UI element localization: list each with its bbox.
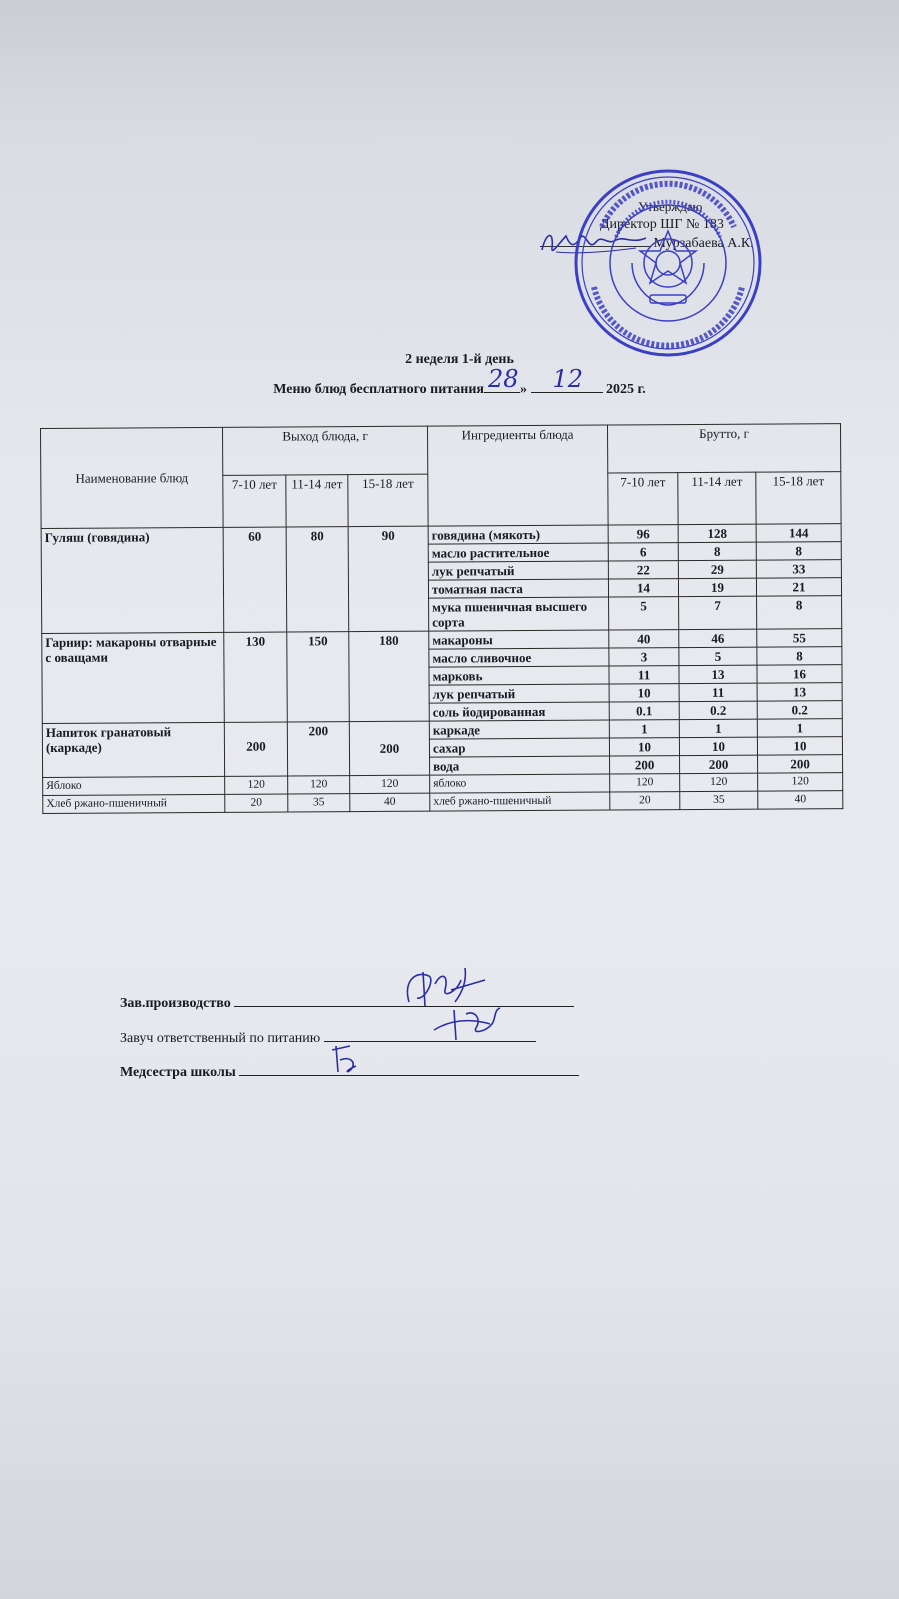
dish-yield: 120 (350, 775, 430, 793)
ingredient-gross: 11 (609, 666, 679, 684)
ingredient-gross: 13 (679, 665, 757, 683)
signature-label-head-teacher: Завуч ответственный по питанию (120, 1031, 321, 1046)
ingredient-gross: 200 (680, 755, 758, 773)
ingredient-name: томатная паста (428, 579, 608, 598)
header-yield-age-11-14: 11-14 лет (286, 475, 348, 527)
ingredient-gross: 5 (609, 597, 679, 630)
ingredient-gross: 46 (679, 629, 757, 647)
header-dish-name: Наименование блюд (41, 427, 224, 528)
ingredient-gross: 22 (608, 561, 678, 579)
ingredient-name: макароны (429, 630, 609, 649)
ingredient-name: лук репчатый (429, 684, 609, 703)
ingredient-gross: 0.1 (609, 702, 679, 720)
ingredient-name: мука пшеничная высшего сорта (429, 597, 609, 631)
ingredient-gross: 11 (679, 683, 757, 701)
dish-name: Хлеб ржано-пшеничный (43, 794, 225, 813)
ingredient-gross: 128 (678, 524, 756, 542)
ingredient-gross: 10 (757, 737, 842, 756)
dish-yield: 80 (286, 527, 349, 632)
year-text: 2025 г. (606, 382, 646, 397)
ingredient-gross: 19 (678, 578, 756, 596)
dish-yield: 200 (287, 722, 349, 776)
ingredient-gross: 0.2 (757, 701, 842, 720)
ingredient-gross: 6 (608, 543, 678, 561)
approval-line1: Утверждаю (638, 199, 703, 214)
ingredient-gross: 200 (610, 756, 680, 774)
dish-yield: 120 (288, 776, 350, 794)
head-teacher-signature (430, 1000, 510, 1048)
ingredient-gross: 1 (609, 720, 679, 738)
signature-underline (239, 1062, 579, 1076)
dish-name: Напиток гранатовый (каркаде) (42, 722, 224, 777)
ingredient-gross: 33 (756, 560, 841, 579)
quote-mark: » (520, 382, 528, 397)
ingredient-gross: 120 (610, 774, 680, 792)
header-gross-age-15-18: 15-18 лет (756, 472, 841, 525)
ingredient-gross: 29 (678, 560, 756, 578)
nurse-signature (326, 1040, 366, 1080)
dish-yield: 35 (288, 794, 350, 812)
dish-yield: 180 (349, 631, 430, 721)
dish-yield: 90 (348, 526, 429, 631)
ingredient-name: марковь (429, 666, 609, 685)
ingredient-gross: 120 (680, 773, 758, 791)
day-handwritten: 28 (488, 365, 519, 393)
day-blank (484, 365, 520, 393)
ingredient-name: каркаде (429, 720, 609, 739)
ingredient-gross: 35 (680, 791, 758, 809)
ingredient-name: масло растительное (428, 543, 608, 562)
dish-yield: 60 (223, 527, 287, 632)
ingredient-name: соль йодированная (429, 702, 609, 721)
header-yield: Выход блюда, г (222, 426, 427, 475)
ingredient-gross: 55 (757, 629, 842, 648)
ingredient-gross: 200 (758, 755, 843, 774)
ingredient-gross: 20 (610, 792, 680, 810)
dish-name: Гуляш (говядина) (41, 527, 224, 633)
menu-table (40, 423, 843, 814)
month-blank (531, 365, 603, 393)
director-name: Мурзабаева А.К. (653, 236, 754, 251)
ingredient-name: лук репчатый (428, 561, 608, 580)
ingredient-gross: 10 (679, 737, 757, 755)
ingredient-name: сахар (429, 738, 609, 757)
ingredient-gross: 8 (757, 596, 842, 630)
ingredient-name: хлеб ржано-пшеничный (430, 792, 610, 811)
ingredient-gross: 5 (679, 647, 757, 665)
ingredient-gross: 14 (608, 579, 678, 597)
ingredient-gross: 7 (679, 596, 757, 629)
ingredient-name: вода (430, 756, 610, 775)
ingredient-gross: 13 (757, 683, 842, 702)
ingredient-gross: 10 (609, 684, 679, 702)
dish-yield: 40 (350, 793, 430, 811)
signature-label-production: Зав.производство (120, 996, 231, 1011)
dish-yield: 200 (224, 722, 287, 776)
header-yield-age-7-10: 7-10 лет (223, 475, 286, 527)
ingredient-gross: 16 (757, 665, 842, 684)
month-handwritten: 12 (552, 365, 584, 393)
ingredient-gross: 1 (757, 719, 842, 738)
dish-yield: 130 (224, 632, 288, 722)
table-row (43, 791, 843, 814)
ingredient-name: яблоко (430, 774, 610, 793)
dish-yield: 20 (225, 794, 288, 812)
ingredient-gross: 144 (756, 524, 841, 543)
header-ingredients: Ингредиенты блюда (428, 425, 609, 526)
header-yield-age-15-18: 15-18 лет (348, 474, 428, 526)
ingredient-gross: 8 (756, 542, 841, 561)
week-day-title: 2 неделя 1-й день (405, 352, 514, 367)
round-stamp (572, 167, 764, 359)
ingredient-gross: 1 (679, 719, 757, 737)
ingredient-name: говядина (мякоть) (428, 525, 608, 544)
header-gross: Брутто, г (608, 424, 841, 473)
ingredient-gross: 120 (758, 773, 843, 792)
ingredient-gross: 40 (758, 791, 843, 810)
menu-title-prefix: Меню блюд бесплатного питания (273, 382, 485, 397)
ingredient-gross: 21 (756, 578, 841, 597)
dish-yield: 200 (349, 721, 429, 775)
ingredient-gross: 40 (609, 630, 679, 648)
ingredient-gross: 8 (678, 542, 756, 560)
ingredient-gross: 0.2 (679, 701, 757, 719)
menu-title (0, 365, 899, 398)
dish-yield: 120 (225, 776, 288, 794)
dish-name: Гарнир: макароны отварные с оващами (42, 632, 225, 723)
header-gross-age-7-10: 7-10 лет (608, 473, 678, 525)
ingredient-name: масло сливочное (429, 648, 609, 667)
ingredient-gross: 10 (609, 738, 679, 756)
dish-name: Яблоко (43, 776, 225, 795)
header-gross-age-11-14: 11-14 лет (678, 472, 756, 524)
ingredient-gross: 96 (608, 525, 678, 543)
approval-director-title: Директор ШГ № 183 (600, 217, 724, 232)
signature-label-nurse: Медсестра школы (120, 1065, 236, 1080)
dish-yield: 150 (287, 632, 350, 722)
ingredient-gross: 3 (609, 648, 679, 666)
ingredient-gross: 8 (757, 647, 842, 666)
